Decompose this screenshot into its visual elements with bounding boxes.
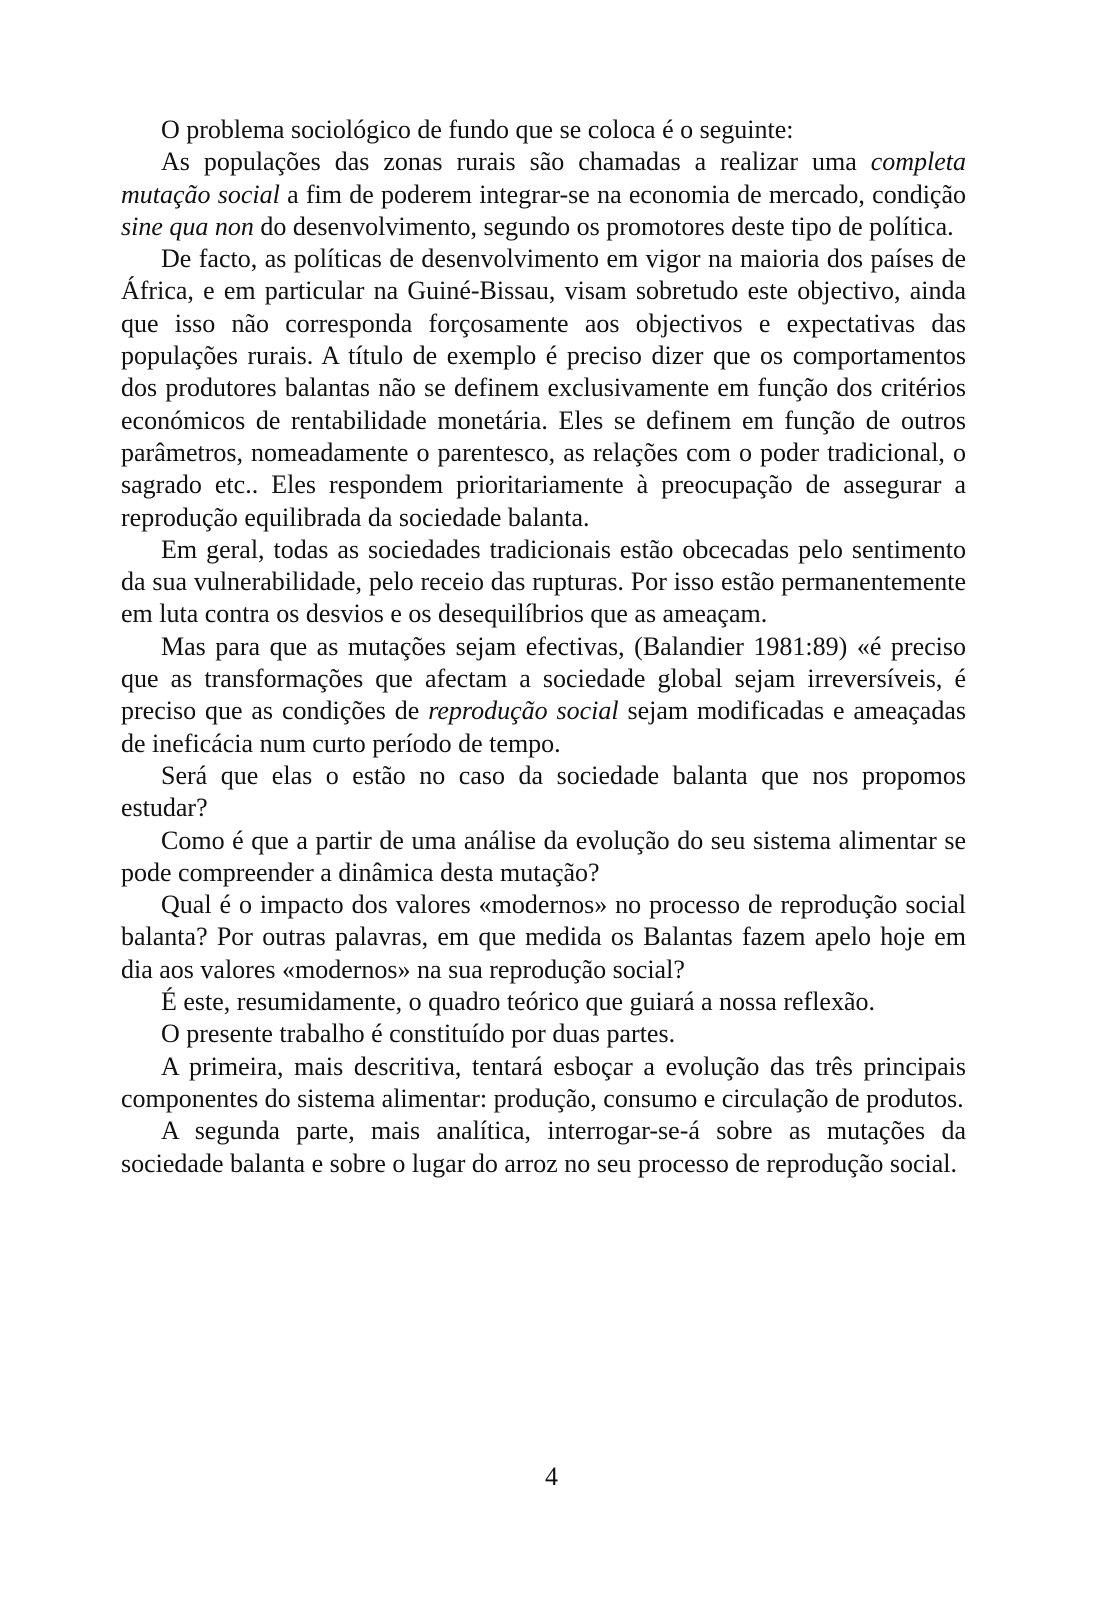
paragraph-2 [121, 146, 966, 243]
text-run: A segunda parte, mais analítica, interrogar-se-á sobre as mutações da sociedade balanta e sobre o lugar do arroz no seu processo de reprodução social. [121, 1116, 966, 1178]
paragraph-8 [121, 889, 966, 986]
text-run: As populações das zonas rurais são chamadas a realizar uma [161, 147, 871, 177]
paragraph-12 [121, 1115, 966, 1180]
text-run: De facto, as políticas de desenvolvimento em vigor na maioria dos países de África, e em particular na Guiné-Bissau, visam sobretudo este objectivo, ainda que isso não corresponda forçosamente aos objectivos e expectativas das populações rurais. A título de exemplo é preciso dizer que os comportamentos dos produtores balantas não se definem exclusivamente em função dos critérios económicos de rentabilidade monetária. Eles se definem em função de outros parâmetros, nomeadamente o parentesco, as relações com o poder tradicional, o sagrado etc.. Eles respondem prioritariamente à preocupação de assegurar a reprodução equilibrada da sociedade balanta. [121, 244, 966, 532]
italic-run: completa mutação social [121, 147, 966, 209]
paragraph-4 [121, 534, 966, 631]
text-run: Como é que a partir de uma análise da evolução do seu sistema alimentar se pode compreender a dinâmica desta mutação? [121, 825, 966, 887]
paragraph-5 [121, 631, 966, 760]
page-body [121, 114, 966, 1180]
text-run: A primeira, mais descritiva, tentará esboçar a evolução das três principais componentes do sistema alimentar: produção, consumo e circulação de produtos. [121, 1051, 966, 1113]
italic-run: sine qua non [121, 211, 254, 241]
paragraph-6 [121, 760, 966, 825]
text-run: sejam modificadas e ameaçadas de ineficácia num curto período de tempo. [121, 696, 966, 758]
paragraph-11 [121, 1051, 966, 1116]
italic-run: reprodução social [428, 696, 619, 726]
text-run: Em geral, todas as sociedades tradicionais estão obcecadas pelo sentimento da sua vulnerabilidade, pelo receio das rupturas. Por isso estão permanentemente em luta contra os desvios e os desequilíbrios que as ameaçam. [121, 534, 966, 629]
paragraph-7 [121, 825, 966, 890]
paragraph-10 [121, 1018, 966, 1050]
paragraph-9 [121, 986, 966, 1018]
text-run: Será que elas o estão no caso da sociedade balanta que nos propomos estudar? [121, 760, 966, 823]
text-run: Qual é o impacto dos valores «modernos» no processo de reprodução social balanta? Por outras palavras, em que medida os Balantas fazem apelo hoje em dia aos valores «modernos» na sua reprodução social? [121, 890, 966, 984]
text-run: Mas para que as mutações sejam efectivas, (Balandier 1981:89) «é preciso que as transformações que afectam a sociedade global sejam irreversíveis, é preciso que as condições de [121, 631, 966, 726]
page-number: 4 [545, 1462, 558, 1491]
text-run: O presente trabalho é constituído por duas partes. [161, 1019, 676, 1049]
text-run: É este, resumidamente, o quadro teórico que guiará a nossa reflexão. [161, 987, 875, 1017]
text-run: a fim de poderem integrar-se na economia de mercado, condição [279, 179, 967, 209]
text-run: O problema sociológico de fundo que se coloca é o seguinte: [161, 115, 794, 144]
text-run: do desenvolvimento, segundo os promotores deste tipo de política. [253, 211, 954, 241]
paragraph-1 [121, 114, 966, 146]
paragraph-3 [121, 243, 966, 534]
